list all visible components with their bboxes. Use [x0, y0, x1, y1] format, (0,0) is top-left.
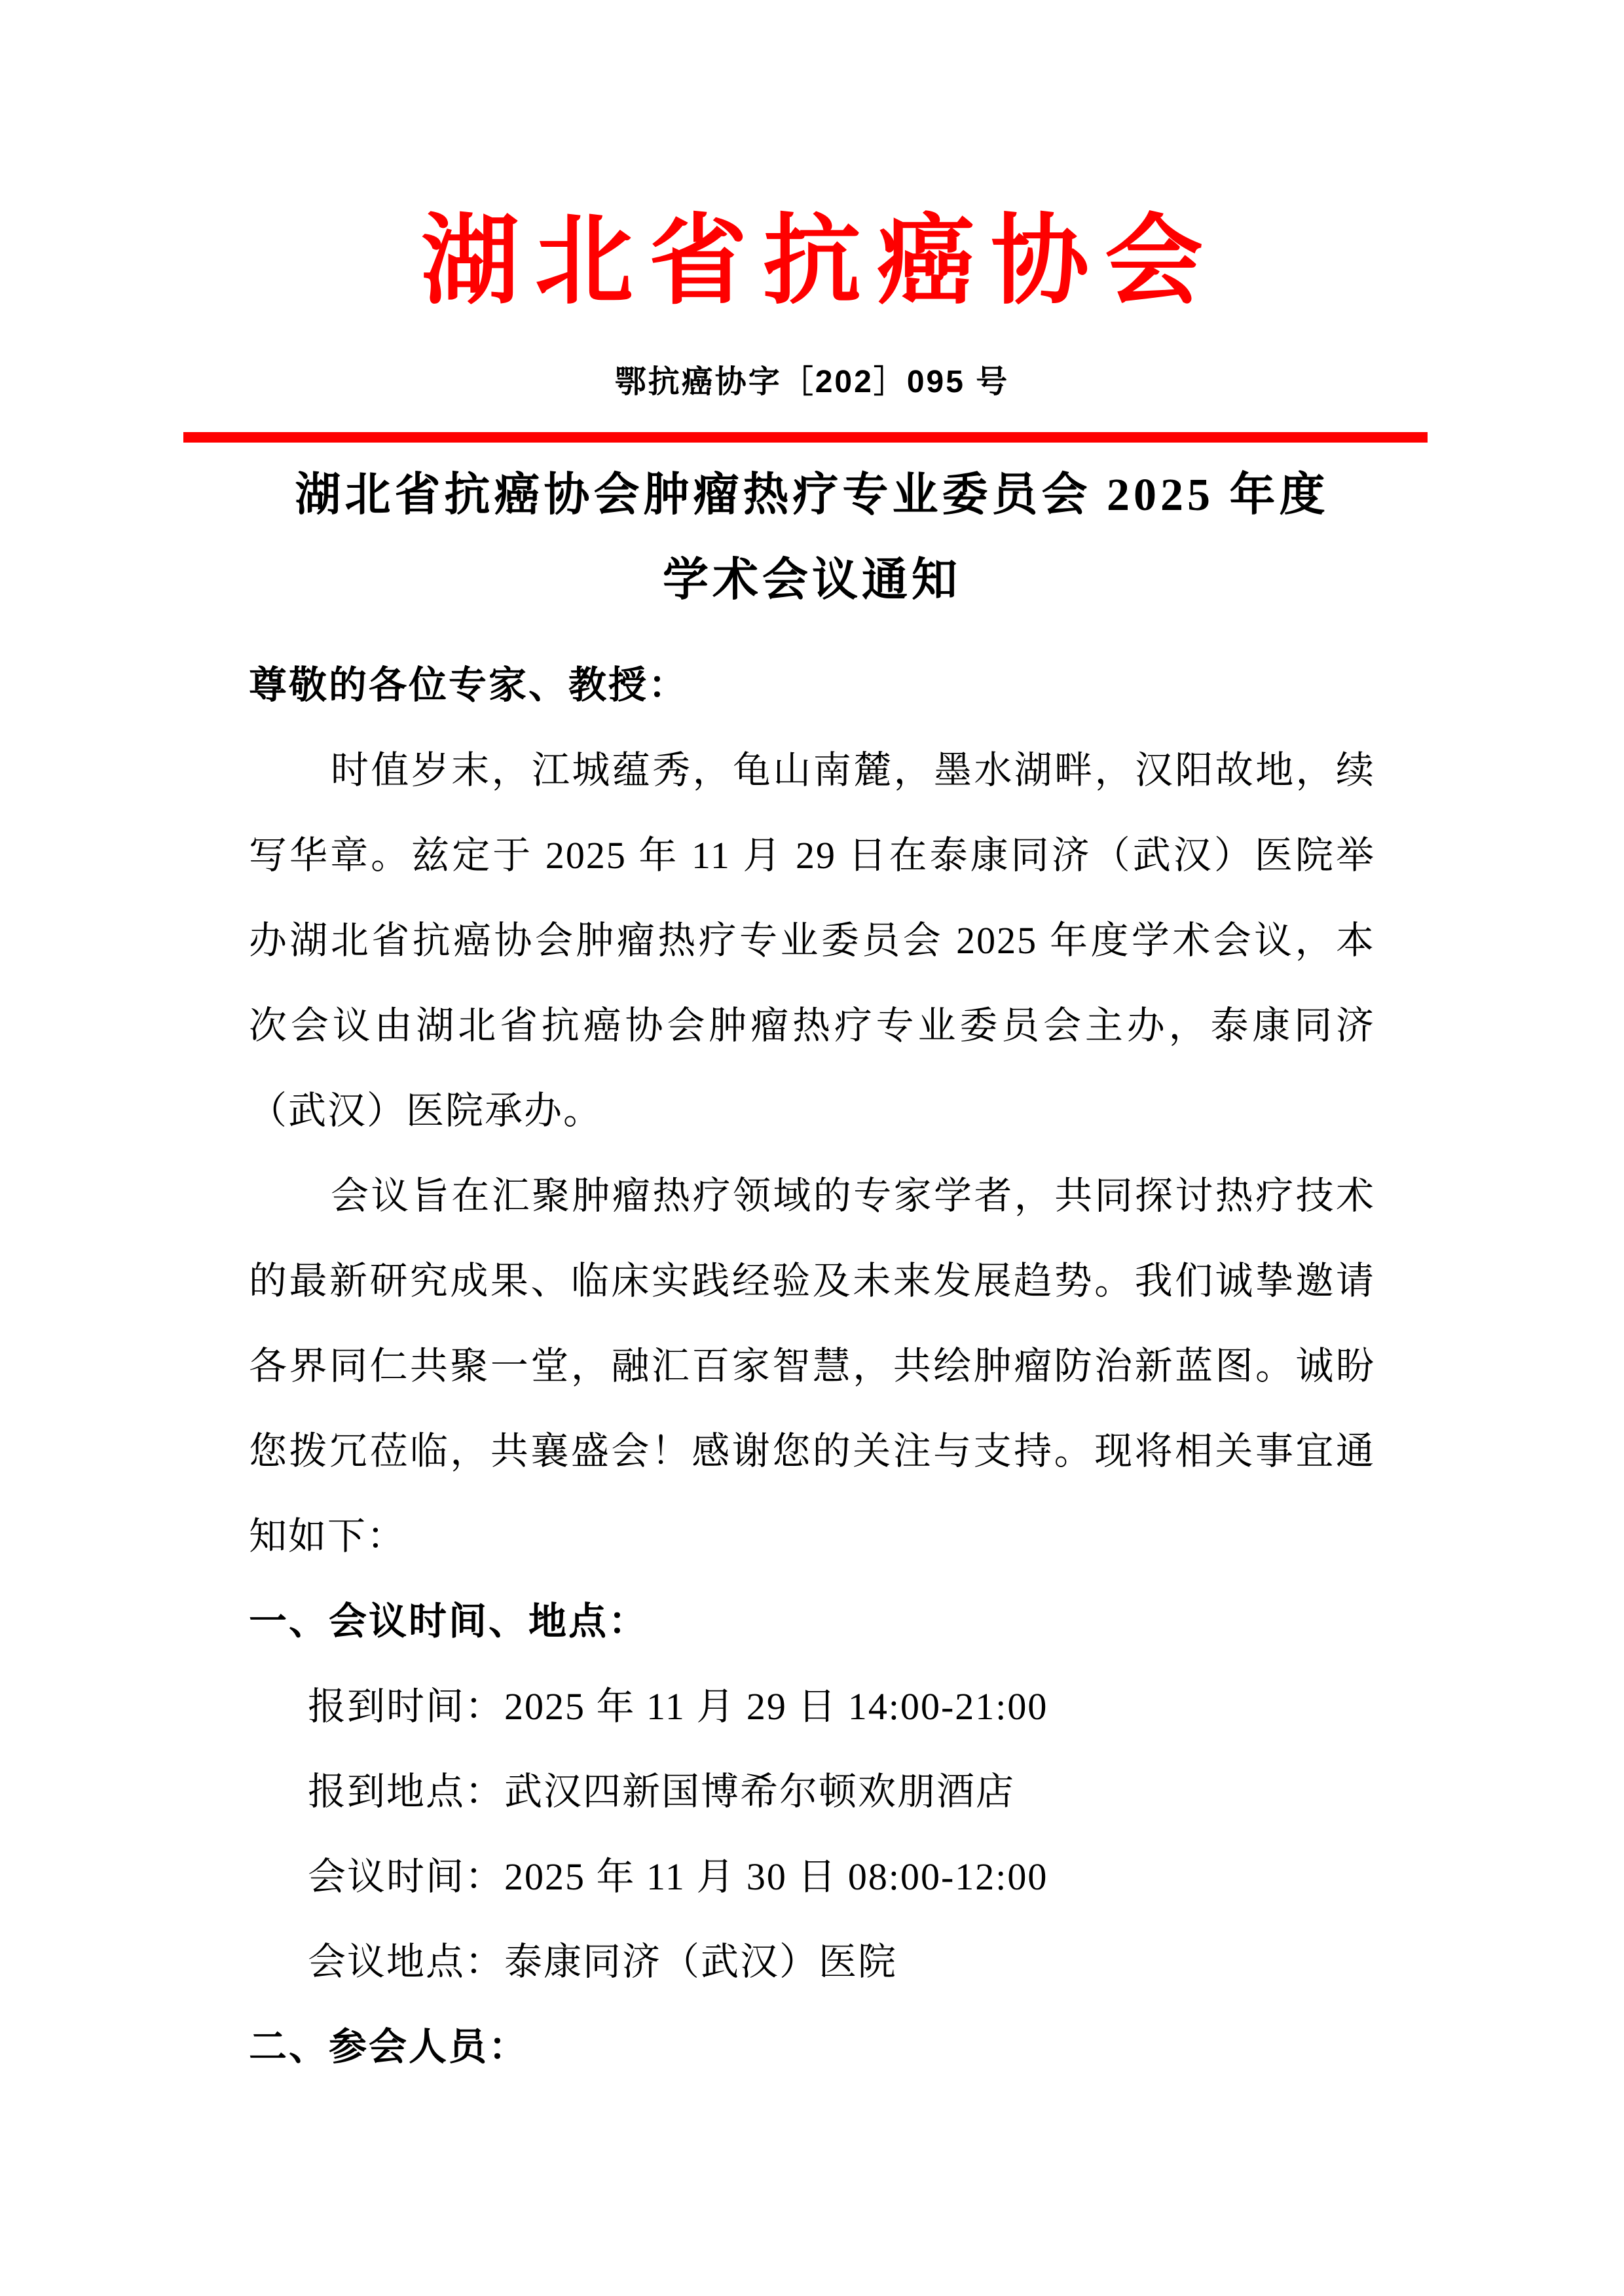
- body-line: 时值岁末，江城蕴秀，龟山南麓，墨水湖畔，汉阳故地，续: [331, 749, 1375, 792]
- body-line: 的最新研究成果、临床实践经验及未来发展趋势。我们诚挚邀请: [249, 1260, 1375, 1302]
- document-title-line1: 湖北省抗癌协会肿瘤热疗专业委员会 2025 年度: [295, 470, 1329, 520]
- document-title: [0, 453, 1624, 623]
- body-line: 次会议由湖北省抗癌协会肿瘤热疗专业委员会主办，泰康同济: [249, 1004, 1375, 1047]
- body-line: 您拨冗莅临，共襄盛会！感谢您的关注与支持。现将相关事宜通: [249, 1430, 1375, 1472]
- red-divider-rule: [183, 432, 1428, 443]
- document-body: [249, 643, 1375, 2090]
- section-heading: 二、参会人员：: [249, 2026, 529, 2068]
- body-line: 各界同仁共聚一堂，融汇百家智慧，共绘肿瘤防治新蓝图。诚盼: [249, 1345, 1375, 1387]
- greeting-line: 尊敬的各位专家、教授：: [249, 664, 689, 706]
- body-line: 会议旨在汇聚肿瘤热疗领域的专家学者，共同探讨热疗技术: [331, 1175, 1375, 1217]
- body-line: 写华章。兹定于 2025 年 11 月 29 日在泰康同济（武汉）医院举: [249, 834, 1375, 877]
- document-number: 鄂抗癌协字［202］095 号: [614, 365, 1010, 399]
- detail-line: 报到地点：武汉四新国博希尔顿欢朋酒店: [308, 1770, 1016, 1813]
- body-line: 办湖北省抗癌协会肿瘤热疗专业委员会 2025 年度学术会议，本: [249, 919, 1375, 962]
- org-red-header-title: 湖北省抗癌协会: [420, 208, 1219, 316]
- detail-line: 会议地点：泰康同济（武汉）医院: [308, 1941, 898, 1983]
- detail-line: 会议时间：2025 年 11 月 30 日 08:00-12:00: [308, 1855, 1048, 1898]
- body-line: 知如下：: [249, 1515, 407, 1558]
- body-line: （武汉）医院承办。: [249, 1089, 603, 1132]
- section-heading: 一、会议时间、地点：: [249, 1600, 649, 1643]
- document-title-line2: 学术会议通知: [663, 555, 961, 606]
- detail-line: 报到时间：2025 年 11 月 29 日 14:00-21:00: [308, 1685, 1048, 1728]
